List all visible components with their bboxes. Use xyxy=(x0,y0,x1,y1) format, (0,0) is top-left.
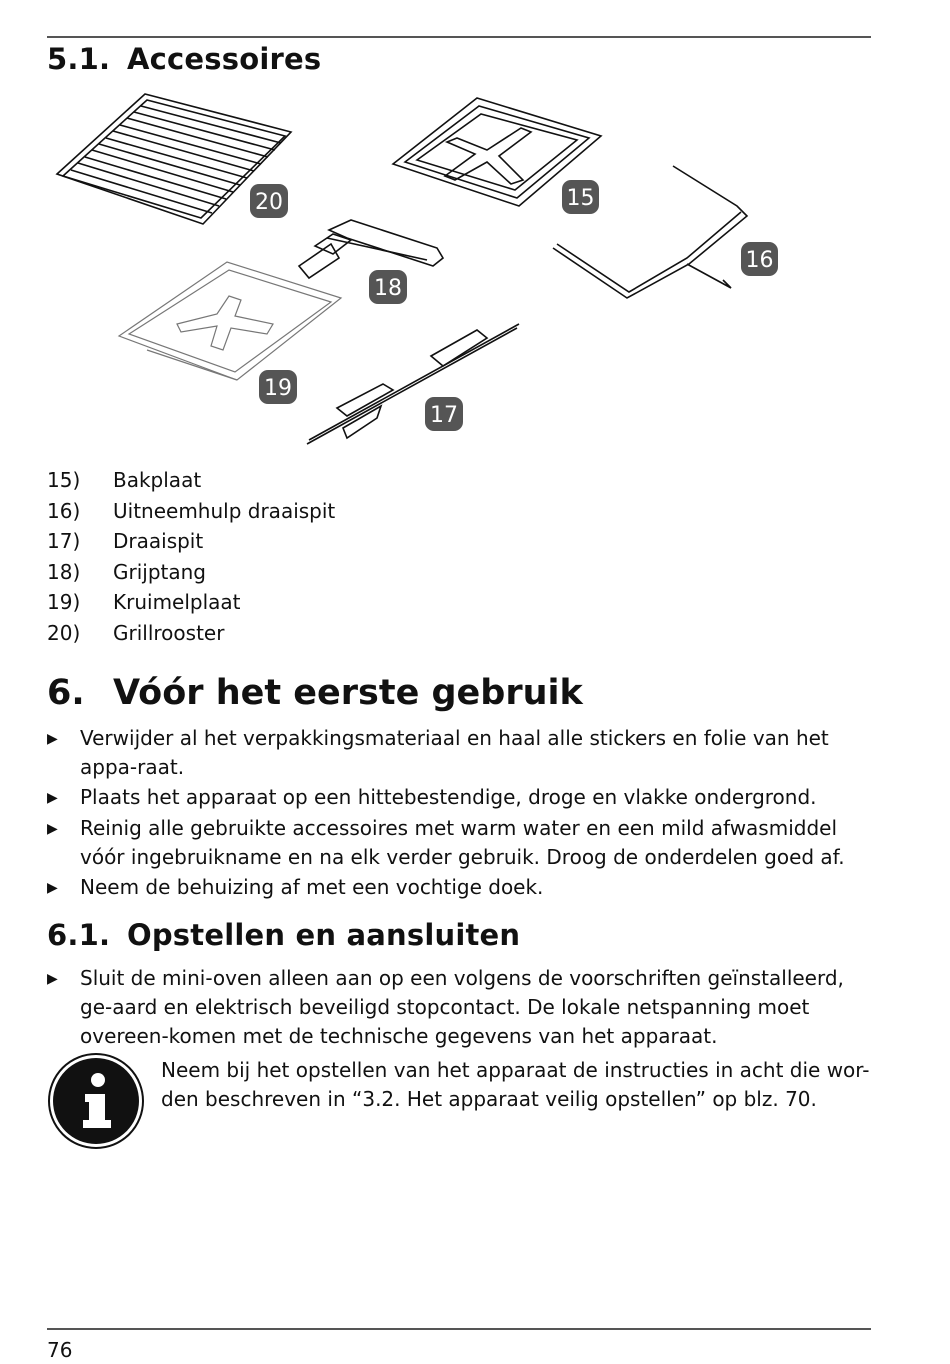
list-item-label: Bakplaat xyxy=(113,468,202,492)
gripper-tongs-drawing xyxy=(299,220,443,278)
section-heading-6 xyxy=(47,673,583,713)
setup-bullets xyxy=(47,964,877,1052)
badge-20-label: 20 xyxy=(255,190,283,215)
bullet-text: Neem de behuizing af met een vochtige doek. xyxy=(80,875,544,899)
bullet-item xyxy=(47,724,877,782)
list-item-label: Kruimelplaat xyxy=(113,590,241,615)
list-item xyxy=(47,526,335,557)
list-item-number: 19) xyxy=(47,590,81,615)
list-item-number: 18) xyxy=(47,559,81,584)
list-item xyxy=(47,496,335,527)
badge-15-label: 15 xyxy=(566,186,595,211)
accessories-illustration xyxy=(47,88,871,460)
bullet-text: Sluit de mini-oven alleen aan op een volgens de voorschriften geïnstalleerd, ge-aard en elektrisch beveiligd stopcontact. De lokale netspanning moet overeen-komen met de technische gegevens van het apparaat. xyxy=(80,966,844,1048)
section-title: Accessoires xyxy=(127,42,322,76)
info-text: Neem bij het opstellen van het apparaat de instructies in acht die wor-den beschreven in “3.2. Het apparaat veilig opstellen” op blz. 70. xyxy=(161,1058,870,1111)
list-item-number: 15) xyxy=(47,468,81,492)
rotisserie-spit-drawing xyxy=(307,324,519,444)
section-heading-6-1 xyxy=(47,918,520,952)
badge-19-label: 19 xyxy=(264,376,292,401)
section-number: 6. xyxy=(47,673,85,713)
parts-list xyxy=(47,465,335,649)
badge-18 xyxy=(369,270,407,304)
triangle-right-icon: ▶ xyxy=(47,821,58,837)
bullet-text: Reinig alle gebruikte accessoires met warm water en een mild afwasmiddel vóór ingebruikname en na elk verder gebruik. Droog de onderdelen goed af. xyxy=(80,816,845,869)
badge-16 xyxy=(741,242,778,276)
triangle-right-icon: ▶ xyxy=(47,971,58,987)
bullet-item xyxy=(47,964,877,1051)
badge-20 xyxy=(250,184,288,218)
badge-17 xyxy=(425,397,463,431)
list-item xyxy=(47,465,335,496)
crumb-tray-drawing xyxy=(119,262,341,380)
badge-19 xyxy=(259,370,297,404)
list-item-number: 16) xyxy=(47,498,81,523)
bottom-rule xyxy=(47,1328,871,1330)
first-use-bullets xyxy=(47,724,877,904)
bullet-text: Plaats het apparaat op een hittebestendige, droge en vlakke ondergrond. xyxy=(80,785,817,809)
list-item-number: 20) xyxy=(47,620,81,645)
list-item xyxy=(47,618,335,649)
list-item-label: Grijptang xyxy=(113,559,206,584)
list-item-label: Draaispit xyxy=(113,529,204,554)
bullet-item xyxy=(47,814,877,872)
list-item xyxy=(47,587,335,618)
badge-17-label: 17 xyxy=(430,403,458,428)
section-heading-5-1 xyxy=(47,42,321,76)
top-rule xyxy=(47,36,871,38)
section-title: Opstellen en aansluiten xyxy=(127,918,521,952)
bullet-item xyxy=(47,783,877,813)
page-number: 76 xyxy=(47,1338,73,1362)
list-item-label: Grillrooster xyxy=(113,620,225,645)
triangle-right-icon: ▶ xyxy=(47,880,58,896)
bullet-text: Verwijder al het verpakkingsmateriaal en haal alle stickers en folie van het appa-raat. xyxy=(80,726,829,779)
info-icon xyxy=(47,1052,145,1150)
badge-18-label: 18 xyxy=(374,276,402,301)
badge-16-label: 16 xyxy=(745,248,774,273)
triangle-right-icon: ▶ xyxy=(47,731,58,747)
section-title: Vóór het eerste gebruik xyxy=(113,673,583,713)
section-number: 5.1. xyxy=(47,42,111,76)
badge-15 xyxy=(562,180,599,214)
list-item-number: 17) xyxy=(47,529,81,554)
triangle-right-icon: ▶ xyxy=(47,790,58,806)
list-item xyxy=(47,557,335,588)
bullet-item xyxy=(47,873,877,903)
list-item-label: Uitneemhulp draaispit xyxy=(113,498,336,523)
section-number: 6.1. xyxy=(47,918,111,952)
